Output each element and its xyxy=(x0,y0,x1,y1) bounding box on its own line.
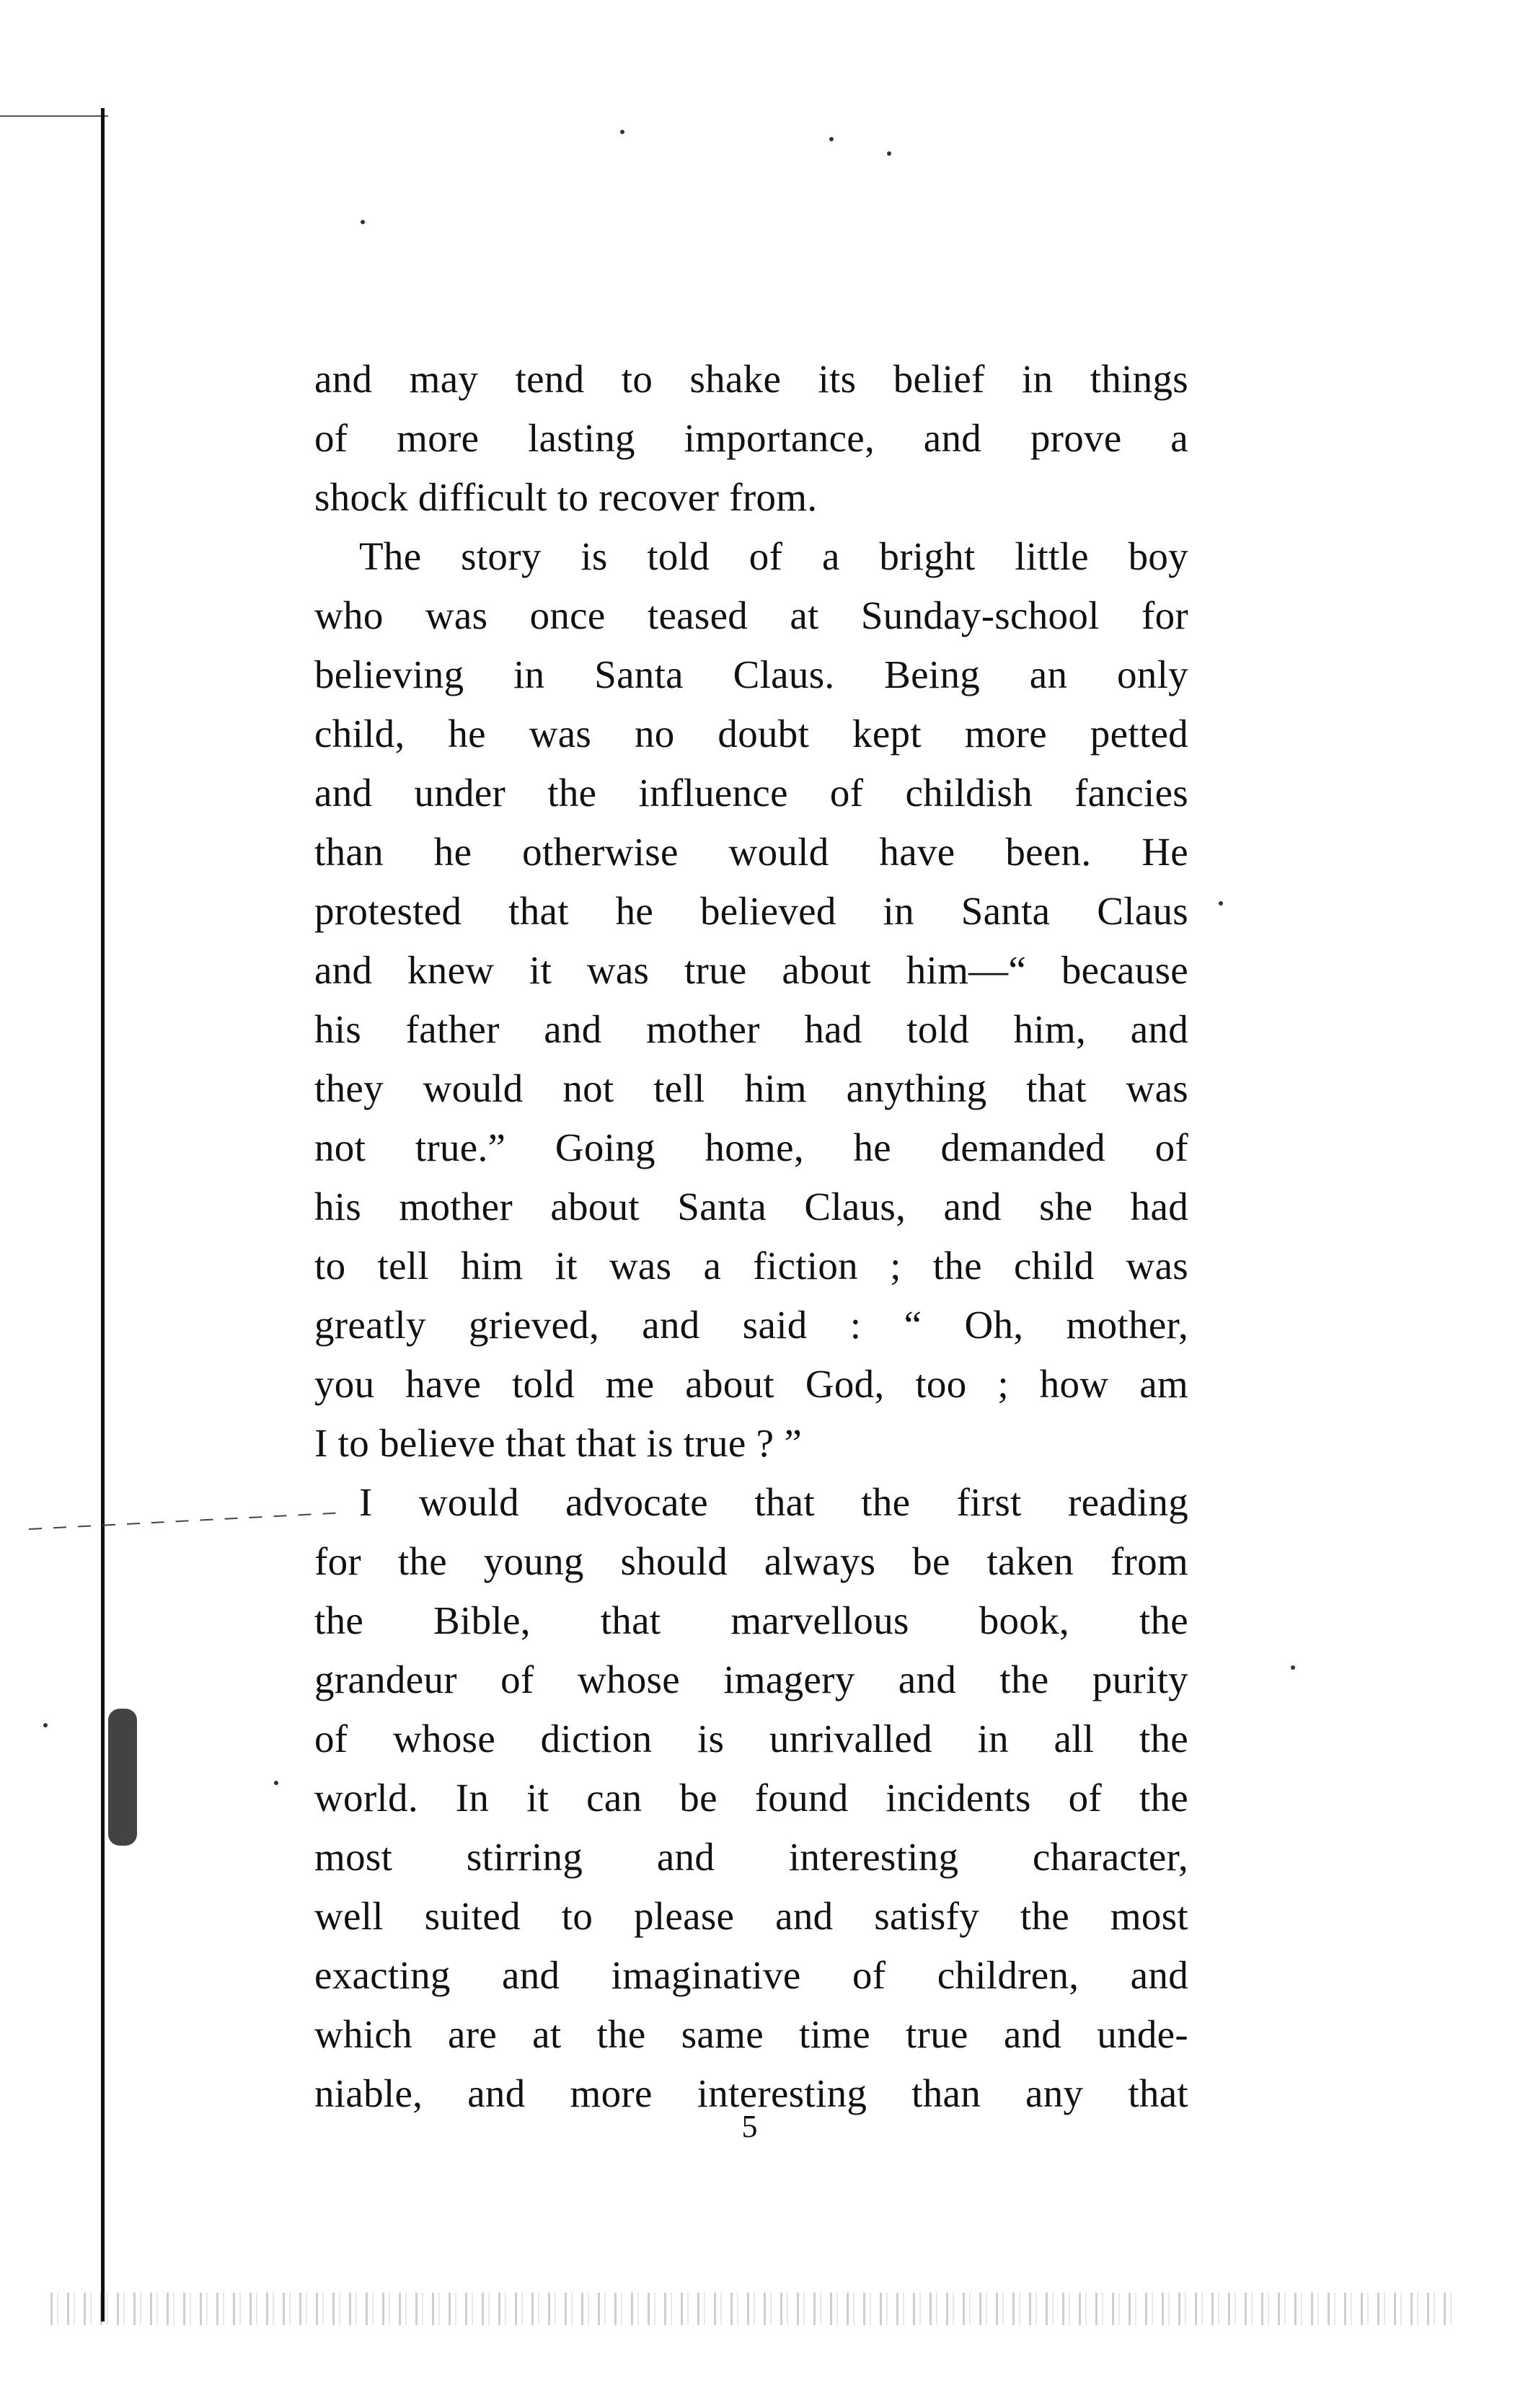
scan-dashed-mark xyxy=(29,1512,339,1530)
scan-speck xyxy=(361,220,365,224)
text-line: protested that he believed in Santa Claus xyxy=(314,889,1188,933)
text-line: of whose diction is unrivalled in all the xyxy=(314,1717,1188,1761)
text-line: and knew it was true about him—“ because xyxy=(314,948,1188,992)
text-line: child, he was no doubt kept more petted xyxy=(314,712,1188,756)
scan-top-rule xyxy=(0,115,108,117)
text-line: I to believe that that is true ? ” xyxy=(314,1421,803,1465)
text-line: shock difficult to recover from. xyxy=(314,475,818,519)
binding-ink-blot xyxy=(108,1709,137,1846)
text-line: greatly grieved, and said : “ Oh, mother, xyxy=(314,1303,1188,1347)
scan-speck xyxy=(43,1723,48,1727)
text-line: world. In it can be found incidents of the xyxy=(314,1776,1188,1820)
text-line: to tell him it was a fiction ; the child was xyxy=(314,1244,1188,1288)
scan-speck xyxy=(887,151,891,156)
body-text xyxy=(314,350,1188,2123)
page-number-row xyxy=(0,2105,1528,2148)
text-line: for the young should always be taken from xyxy=(314,1539,1188,1583)
text-line: niable, and more interesting than any that xyxy=(314,2071,1188,2115)
text-line: who was once teased at Sunday-school for xyxy=(314,593,1188,637)
text-line: most stirring and interesting character, xyxy=(314,1835,1188,1879)
text-line: than he otherwise would have been. He xyxy=(314,830,1188,874)
scan-speck xyxy=(829,137,834,141)
text-line: I would advocate that the first reading xyxy=(359,1480,1188,1524)
text-line: and may tend to shake its belief in things xyxy=(314,357,1188,401)
scan-speck xyxy=(1219,901,1223,906)
text-line: his father and mother had told him, and xyxy=(314,1007,1188,1051)
text-line: exacting and imaginative of children, and xyxy=(314,1953,1188,1997)
text-line: and under the influence of childish fancies xyxy=(314,771,1188,815)
scan-speck xyxy=(1291,1665,1295,1670)
text-line: the Bible, that marvellous book, the xyxy=(314,1598,1188,1642)
text-line: you have told me about God, too ; how am xyxy=(314,1362,1188,1406)
scan-speck xyxy=(620,130,624,134)
scan-speck xyxy=(274,1781,278,1785)
text-line: his mother about Santa Claus, and she had xyxy=(314,1185,1188,1229)
page-number: 5 xyxy=(741,2109,758,2144)
scan-bottom-noise xyxy=(50,2293,1457,2325)
text-line: grandeur of whose imagery and the purity xyxy=(314,1657,1188,1701)
text-line: believing in Santa Claus. Being an only xyxy=(314,652,1188,696)
text-line: of more lasting importance, and prove a xyxy=(314,416,1188,460)
scan-binding-rule xyxy=(101,108,105,2321)
text-line: they would not tell him anything that was xyxy=(314,1066,1188,1110)
text-line: well suited to please and satisfy the most xyxy=(314,1894,1188,1938)
text-line: The story is told of a bright little boy xyxy=(359,534,1188,578)
text-line: which are at the same time true and unde- xyxy=(314,2012,1188,2056)
text-line: not true.” Going home, he demanded of xyxy=(314,1125,1188,1169)
